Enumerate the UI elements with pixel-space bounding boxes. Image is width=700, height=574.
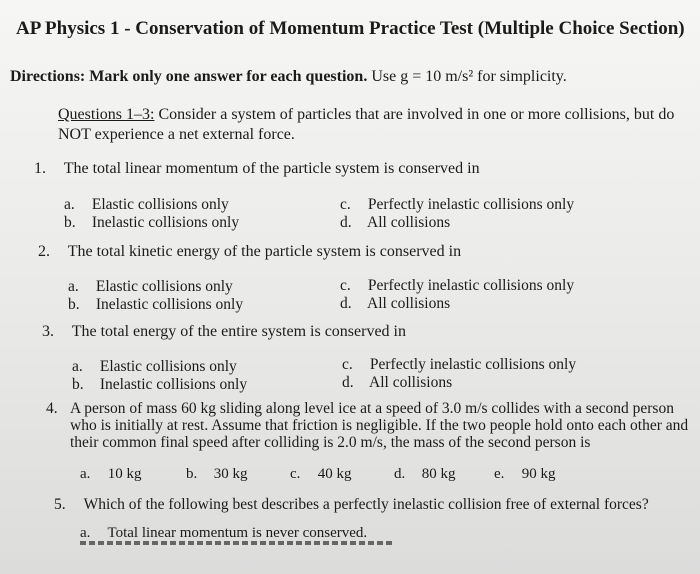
- option-letter: e.: [494, 466, 505, 482]
- option-text: Perfectly inelastic collisions only: [369, 356, 577, 373]
- q3-option-d[interactable]: [342, 374, 452, 392]
- directions-label: Directions: Mark only one answer for each question.: [10, 68, 368, 85]
- option-letter: c.: [340, 277, 351, 294]
- option-text: 10 kg: [107, 466, 142, 482]
- option-text: All collisions: [367, 214, 451, 231]
- directions-text: Use g = 10 m/s² for simplicity.: [371, 68, 567, 85]
- intro-text: Consider a system of particles that are involved in one or more collisions, but do NOT experience a net external force.: [58, 106, 675, 143]
- cut-off-text-line: [80, 541, 392, 549]
- q3-option-b[interactable]: [72, 376, 247, 394]
- question-number: 2.: [38, 243, 50, 260]
- option-letter: a.: [72, 358, 83, 375]
- option-letter: a.: [80, 466, 91, 482]
- option-text: Inelastic collisions only: [95, 296, 244, 313]
- q5-option-a[interactable]: [80, 525, 367, 542]
- option-text: 80 kg: [421, 466, 456, 482]
- option-text: Elastic collisions only: [91, 196, 229, 213]
- q1-option-b[interactable]: [64, 214, 239, 232]
- option-letter: d.: [342, 374, 354, 391]
- option-letter: d.: [394, 466, 406, 482]
- q2-option-c[interactable]: [340, 277, 574, 295]
- option-text: All collisions: [367, 295, 451, 312]
- option-letter: b.: [72, 376, 84, 393]
- q4-option-c[interactable]: [290, 466, 352, 483]
- q4-option-d[interactable]: [394, 466, 456, 483]
- option-letter: a.: [64, 196, 75, 213]
- directions: [10, 68, 567, 86]
- q2-option-b[interactable]: [68, 296, 243, 314]
- option-text: Perfectly inelastic collisions only: [367, 196, 575, 213]
- option-text: Elastic collisions only: [99, 358, 237, 375]
- q4-option-e[interactable]: [494, 466, 556, 483]
- option-text: Inelastic collisions only: [91, 214, 240, 231]
- option-letter: a.: [80, 525, 91, 541]
- q4-option-a[interactable]: [80, 466, 142, 483]
- q3-option-a[interactable]: [72, 358, 237, 376]
- q1-option-d[interactable]: [340, 214, 450, 232]
- question-4: [46, 400, 696, 451]
- question-number: 1.: [34, 160, 46, 177]
- option-text: Inelastic collisions only: [99, 376, 248, 393]
- question-text: The total energy of the entire system is conserved in: [71, 323, 406, 340]
- q1-option-c[interactable]: [340, 196, 574, 214]
- question-text: Which of the following best describes a perfectly inelastic collision free of external forces?: [83, 496, 649, 513]
- question-2: [38, 243, 461, 261]
- question-number: 4.: [46, 400, 58, 417]
- question-number: 3.: [42, 323, 54, 340]
- option-letter: c.: [342, 356, 353, 373]
- intro-label: Questions 1–3:: [58, 106, 155, 123]
- question-3: [42, 323, 406, 341]
- option-text: 90 kg: [521, 466, 556, 482]
- questions-intro: [58, 105, 698, 145]
- option-letter: b.: [186, 466, 198, 482]
- option-letter: c.: [290, 466, 301, 482]
- option-letter: d.: [340, 214, 352, 231]
- question-text: The total linear momentum of the particle system is conserved in: [63, 160, 480, 177]
- option-text: 40 kg: [317, 466, 352, 482]
- option-letter: b.: [64, 214, 76, 231]
- option-text: All collisions: [369, 374, 453, 391]
- q2-option-d[interactable]: [340, 295, 450, 313]
- question-number: 5.: [54, 496, 66, 513]
- option-text: Total linear momentum is never conserved.: [107, 525, 368, 541]
- option-text: Elastic collisions only: [95, 278, 233, 295]
- question-text: The total kinetic energy of the particle system is conserved in: [67, 243, 462, 260]
- option-text: 30 kg: [213, 466, 248, 482]
- question-1: [34, 160, 480, 178]
- q3-option-c[interactable]: [342, 356, 576, 374]
- option-letter: c.: [340, 196, 351, 213]
- q1-option-a[interactable]: [64, 196, 229, 214]
- q2-option-a[interactable]: [68, 278, 233, 296]
- option-letter: d.: [340, 295, 352, 312]
- option-letter: b.: [68, 296, 80, 313]
- option-letter: a.: [68, 278, 79, 295]
- question-text: A person of mass 60 kg sliding along level ice at a speed of 3.0 m/s collides with a second person who is initially at rest. Assume that friction is negligible. If the two people hold onto each other and their common final speed after colliding is 2.0 m/s, the mass of the second person is: [70, 400, 689, 451]
- option-text: Perfectly inelastic collisions only: [367, 277, 575, 294]
- question-5: [54, 496, 649, 514]
- page-title: AP Physics 1 - Conservation of Momentum Practice Test (Multiple Choice Section): [16, 18, 685, 39]
- q4-option-b[interactable]: [186, 466, 248, 483]
